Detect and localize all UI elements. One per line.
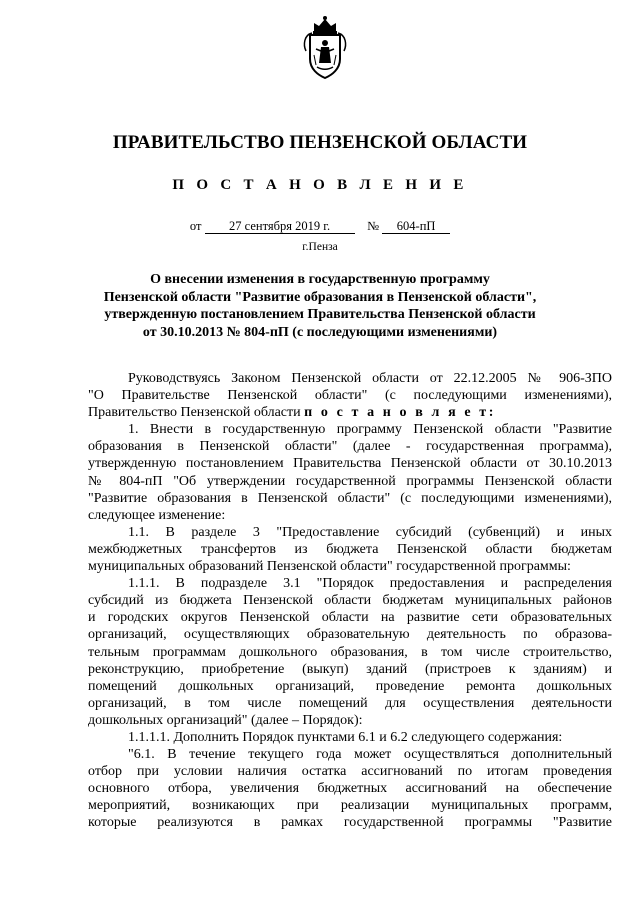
heading-line: Пензенской области "Развитие образования в Пензенской области", [103,289,537,305]
heading-line: утвержденную постановлением Правительства Пензенской области [104,307,536,322]
body-line: организаций, осуществляющих образовательную деятельность по образова- [88,627,612,643]
body-line: которые реализуются в рамках государственной программы "Развитие [88,815,612,831]
body-line: "О Правительстве Пензенской области" (с последующими изменениями), [88,388,612,404]
body-line: утвержденную постановлением Правительства Пензенской области от 30.10.2013 [88,456,612,472]
coat-of-arms-icon [302,15,348,79]
body-line: отбор при условии наличия остатка ассигнований по итогам проведения [88,764,612,780]
decree-verb: п о с т а н о в л я е т: [304,405,496,421]
body-line: Руководствуясь Законом Пензенской области от 22.12.2005 № 906-ЗПО [128,371,612,386]
heading-line: О внесении изменения в государственную программу [150,272,490,287]
decree-date: 27 сентября 2019 г. [205,219,355,234]
document-type: П О С Т А Н О В Л Е Н И Е [172,177,468,193]
decree-body [88,370,612,832]
body-line: организаций, в том числе помещений для осуществления деятельности [88,695,612,711]
body-line: помещений дошкольных организаций, проведение ремонта дошкольных [88,678,612,694]
body-line: мероприятий, возникающих при реализации муниципальных программ, [88,798,612,814]
date-prefix: от [189,219,202,233]
number-prefix: № [367,219,379,233]
body-line: муниципальных образований Пензенской области" государственной программы: [88,559,571,575]
body-line: № 804-пП "Об утверждении государственной программы Пензенской области [88,473,612,489]
city: г.Пенза [302,241,338,253]
body-line: реконструкцию, приобретение (выкуп) зданий (пристроев к зданиям) и [88,661,612,677]
body-line: 1.1. В разделе 3 "Предоставление субсидий (субвенций) и иных [128,524,612,540]
body-line: следующее изменение: [88,507,226,523]
body-line: 1.1.1.1. Дополнить Порядок пунктами 6.1 и 6.2 следующего содержания: [128,729,563,745]
body-line: и городских округов Пензенской области на развитие сети образовательных [88,610,612,626]
body-line: образования в Пензенской области" (далее - государственная программа), [88,439,612,455]
body-line [88,404,612,421]
body-line: субсидий из бюджета Пензенской области бюджетам муниципальных районов [88,593,612,609]
body-line: 1. Внести в государственную программу Пензенской области "Развитие [128,422,612,438]
body-line: 1.1.1. В подразделе 3.1 "Порядок предоставления и распределения [128,576,612,592]
date-number-line [0,219,640,234]
body-line: межбюджетных трансфертов из бюджета Пензенской области бюджетам [88,541,612,557]
body-line: "6.1. В течение текущего года может осуществляться дополнительный [128,747,612,763]
decree-heading [60,271,580,341]
government-title: ПРАВИТЕЛЬСТВО ПЕНЗЕНСКОЙ ОБЛАСТИ [112,132,528,153]
body-line: тельным программам дошкольного образования, в том числе строительство, [88,644,612,660]
heading-line: от 30.10.2013 № 804-пП (с последующими изменениями) [142,324,498,340]
body-line: основного отбора, увеличения бюджетных ассигнований на обеспечение [88,781,612,797]
body-line: дошкольных организаций" (далее – Порядок): [88,712,363,728]
body-text: Правительство Пензенской области [88,405,301,421]
body-line: "Развитие образования в Пензенской области" (с последующими изменениями), [88,490,612,506]
decree-number: 604-пП [382,219,450,234]
